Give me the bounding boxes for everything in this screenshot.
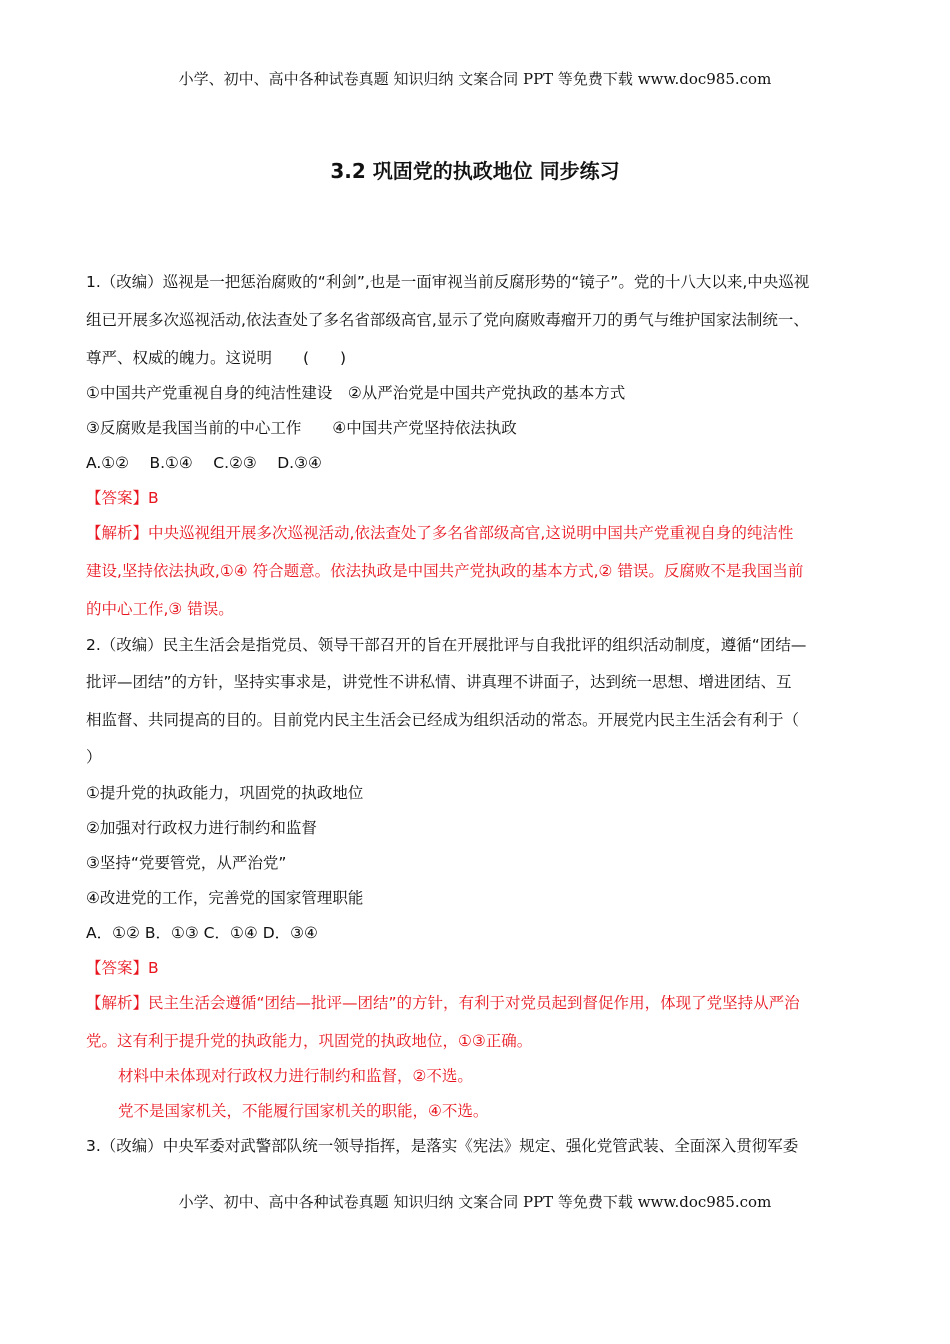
question-line: ②加强对行政权力进行制约和监督 <box>86 819 317 837</box>
question-line: ①中国共产党重视自身的纯洁性建设 ②从严治党是中国共产党执政的基本方式 <box>86 384 626 402</box>
question-line: ③反腐败是我国当前的中心工作 ④中国共产党坚持依法执政 <box>86 419 517 437</box>
question-line: 1.（改编）巡视是一把惩治腐败的“利剑”,也是一面审视当前反腐形势的“镜子”。党的十八大以来,中央巡视 <box>86 273 810 291</box>
answer-line: 【解析】中央巡视组开展多次巡视活动,依法查处了多名省部级高官,这说明中国共产党重视自身的纯洁性 <box>86 524 794 542</box>
question-line: ①提升党的执政能力，巩固党的执政地位 <box>86 784 364 802</box>
question-line: ） <box>86 748 102 766</box>
answer-line: 党不是国家机关，不能履行国家机关的职能，④不选。 <box>118 1102 489 1120</box>
question-line: A．①② B．①③ C．①④ D．③④ <box>86 924 318 942</box>
answer-line: 材料中未体现对行政权力进行制约和监督，②不选。 <box>118 1067 473 1085</box>
page-header: 小学、初中、高中各种试卷真题 知识归纳 文案合同 PPT 等免费下载 www.doc985.com <box>178 70 772 88</box>
question-line: ③坚持“党要管党，从严治党” <box>86 854 287 872</box>
answer-line: 【解析】民主生活会遵循“团结—批评—团结”的方针，有利于对党员起到督促作用，体现了党坚持从严治 <box>86 994 800 1012</box>
answer-line: 【答案】B <box>86 959 159 977</box>
answer-line: 【答案】B <box>86 489 159 507</box>
page-footer: 小学、初中、高中各种试卷真题 知识归纳 文案合同 PPT 等免费下载 www.doc985.com <box>178 1193 772 1211</box>
answer-line: 的中心工作,③ 错误。 <box>86 600 234 618</box>
answer-line: 党。这有利于提升党的执政能力，巩固党的执政地位，①③正确。 <box>86 1032 533 1050</box>
question-line: 组已开展多次巡视活动,依法查处了多名省部级高官,显示了党向腐败毒瘤开刀的勇气与维护国家法制统一、 <box>86 311 809 329</box>
question-line: 尊严、权威的魄力。这说明 ( ) <box>86 349 347 367</box>
question-line: 相监督、共同提高的目的。目前党内民主生活会已经成为组织活动的常态。开展党内民主生活会有利于（ <box>86 711 800 729</box>
question-line: ④改进党的工作，完善党的国家管理职能 <box>86 889 364 907</box>
question-line: A.①② B.①④ C.②③ D.③④ <box>86 454 322 472</box>
answer-line: 建设,坚持依法执政,①④ 符合题意。依法执政是中国共产党执政的基本方式,② 错误。反腐败不是我国当前 <box>86 562 804 580</box>
question-line: 3.（改编）中央军委对武警部队统一领导指挥，是落实《宪法》规定、强化党管武装、全面深入贯彻军委 <box>86 1137 799 1155</box>
question-line: 2.（改编）民主生活会是指党员、领导干部召开的旨在开展批评与自我批评的组织活动制度，遵循“团结— <box>86 636 807 654</box>
question-line: 批评—团结”的方针，坚持实事求是，讲党性不讲私情、讲真理不讲面子，达到统一思想、增进团结、互 <box>86 673 792 691</box>
page-title: 3.2 巩固党的执政地位 同步练习 <box>330 159 620 183</box>
